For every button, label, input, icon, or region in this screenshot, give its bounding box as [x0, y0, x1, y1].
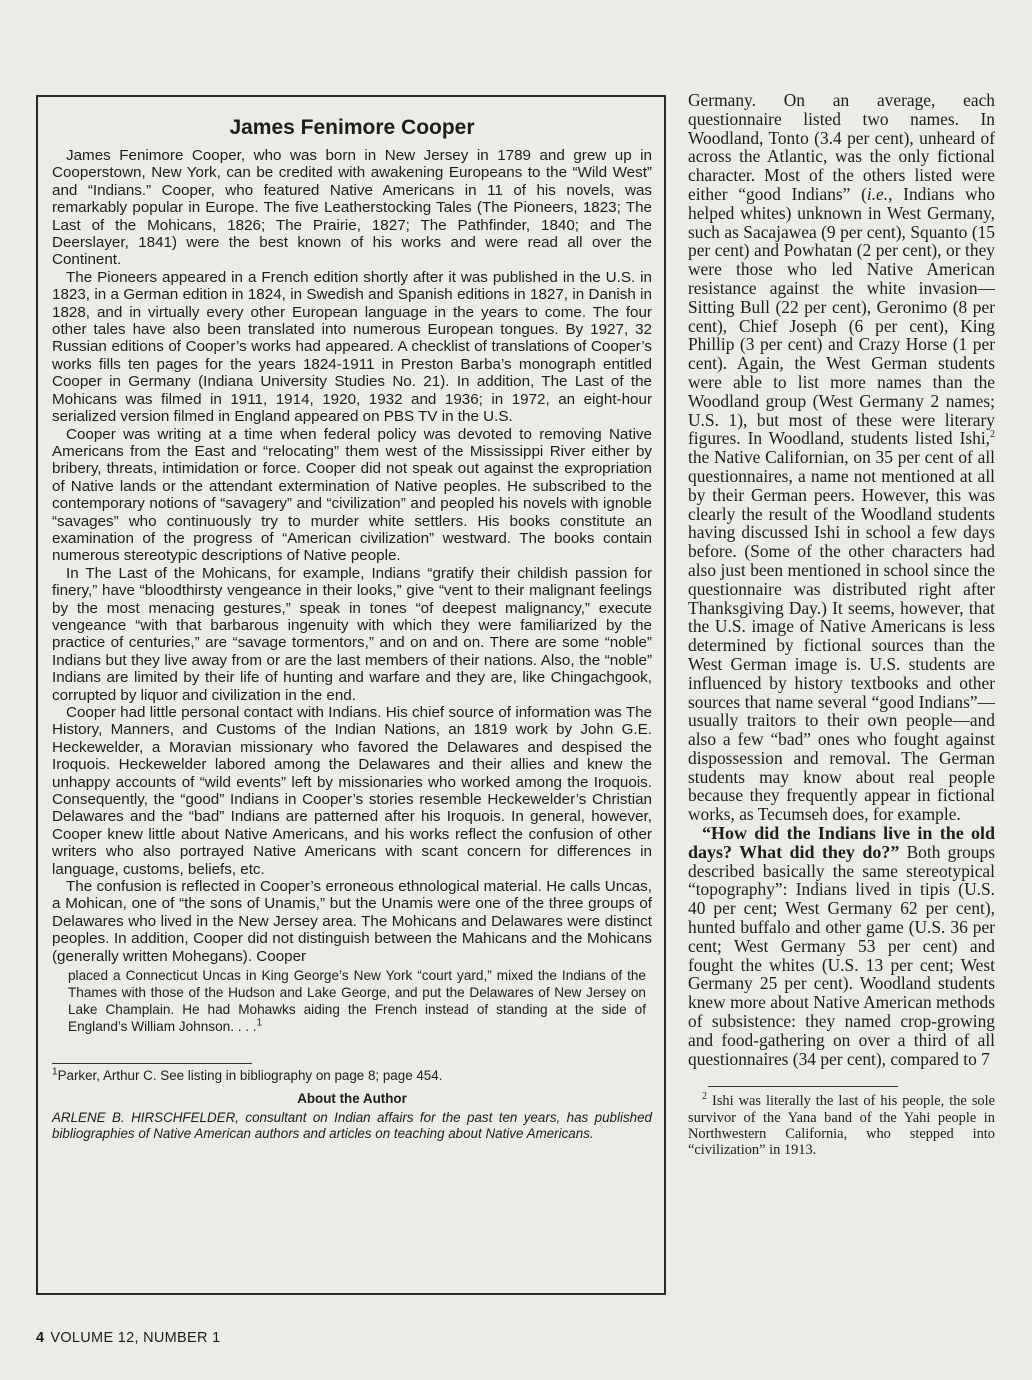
column-paragraph-2-text: Both groups described basically the same stereotypical “topography”: Indians lived in tipis (U.S. 40 per cent; West Germany 62 per cent), hunted buffalo and other game (U.S. 36 per cent; West Germany 53 per cent) and fought the whites (U.S. 13 per cent; West Germany 25 per cent). Woodland students knew more about Native American methods of subsistence: they named crop-growing and food-gathering on over a third of all questionnaires (34 per cent), compared to 7 — [688, 841, 995, 1069]
footnote-ref-2: 2 — [990, 429, 995, 441]
about-author-text: ARLENE B. HIRSCHFELDER, consultant on Indian affairs for the past ten years, has published bibliographies of Native American authors and articles on teaching about Native Americans. — [52, 1109, 652, 1142]
block-quote-text: placed a Connecticut Uncas in King George’s New York “court yard,” mixed the Indians of the Thames with those of the Hudson and Lake George, and put the Delawares of New Jersey on Lake Champlain. He had Mohawks aiding the French instead of standing at the side of England’s William Johnson. . . . — [68, 968, 646, 1035]
footnote-ref-1: 1 — [256, 1017, 263, 1029]
volume-label: VOLUME 12, NUMBER 1 — [50, 1330, 221, 1346]
column-paragraph-2 — [688, 824, 995, 1068]
footnote-1 — [52, 1068, 652, 1084]
sidebar-paragraph-1: James Fenimore Cooper, who was born in New Jersey in 1789 and grew up in Cooperstown, New York, can be credited with awakening Europeans to the “Wild West” and “Indians.” Cooper, who featured Native Americans in 11 of his novels, was remarkably popular in Europe. The five Leatherstocking Tales (The Pioneers, 1823; The Last of the Mohicans, 1826; The Prairie, 1827; The Pathfinder, 1840; and The Deerslayer, 1841) were the best known of his works and were read all over the Continent. — [52, 147, 652, 269]
footnote-divider — [52, 1063, 252, 1064]
sidebar-paragraph-2: The Pioneers appeared in a French edition shortly after it was published in the U.S. in 1823, in a German edition in 1824, in Swedish and Spanish editions in 1827, in Danish in 1828, and in virtually every other European language in the years to come. The four other tales have also been translated into numerous European tongues. By 1927, 32 Russian editions of Cooper’s works had appeared. A checklist of translations of Cooper’s works fills ten pages for the years 1824-1911 in Preston Barba’s monograph entitled Cooper in Germany (Indiana University Studies No. 21). In addition, The Last of the Mohicans was filmed in 1911, 1914, 1920, 1932 and 1936; in 1972, an eight-hour serialized version filmed in England appeared on PBS TV in the U.S. — [52, 268, 652, 426]
sidebar-title: James Fenimore Cooper — [229, 116, 475, 139]
cooper-sidebar-box — [36, 95, 666, 1295]
column-footnote-divider — [708, 1086, 898, 1087]
sidebar-paragraph-4: In The Last of the Mohicans, for example, Indians “gratify their childish passion for finery,” have “bloodthirsty vengeance in their looks,” give “vent to their malignant feelings by the most menacing gestures,” speak in tones “of deepest malignancy,” execute vengeance “with that barbarous ingenuity with which they were familiarized by the practice of centuries,” are “savage tormentors,” and on and on. There are some “noble” Indians but they live away from or are the last members of their nations. Also, the “noble” Indians are limited by their life of hunting and warfare and they are, like Chingachgook, corrupted by liquor and civilization in the end. — [52, 564, 652, 704]
column-text-a: Germany. On an average, each questionnaire listed two names. In Woodland, Tonto (3.4 per cent), unheard of across the Atlantic, was the only fictional character. Most of the others listed were either “good Indians” ( — [688, 90, 995, 204]
footnote-1-text: Parker, Arthur C. See listing in bibliography on page 8; page 454. — [57, 1068, 443, 1084]
footnote-2 — [688, 1093, 995, 1158]
sidebar-paragraph-5: Cooper had little personal contact with Indians. His chief source of information was The History, Manners, and Customs of the Indian Nations, an 1819 work by John G.E. Heckewelder, a Moravian missionary who favored the Delawares and despised the Iroquois. Heckewelder labored among the Delawares and their allies and knew the unhappy accounts of “wild events” left by missionaries who worked among the Iroquois. Consequently, the “good” Indians in Cooper’s stories resemble Heckewelder’s Christian Delawares and the “bad” Indians are patterned after his Iroquois. In general, however, Cooper knew little about Native Americans, and his works reflect the confusion of other writers who also portrayed Native Americans with scant concern for differences in language, customs, beliefs, etc. — [52, 704, 652, 878]
question-heading: “How did the Indians live in the old days? What did they do?” — [688, 823, 995, 862]
footnote-2-mark: 2 — [702, 1091, 707, 1103]
column-text-c: the Native Californian, on 35 per cent of all questionnaires, a name not mentioned at all by their German peers. However, this was clearly the result of the Woodland students having discussed Ishi in school a few days before. (Some of the other characters had also just been mentioned in school since the questionnaire was distributed right after Thanksgiving Day.) It seems, however, that the U.S. image of Native Americans is less determined by fictional sources than the West German image is. U.S. students are influenced by history textbooks and other sources that name several “good Indians”—usually traitors to their own people—and also a few “bad” ones who fought against dispossession and removal. The German students may know about real people because they frequently appear in fictional works, as Tecumseh does, for example. — [688, 447, 995, 825]
column-text-b: Indians who helped whites) unknown in West Germany, such as Sacajawea (9 per cent), Squanto (15 per cent) and Powhatan (2 per cent), or they were those who led Native American resistance against the white invasion—Sitting Bull (22 per cent), Geronimo (8 per cent), Chief Joseph (6 per cent), King Phillip (3 per cent) and Crazy Horse (1 per cent). Again, the West German students were able to list more names than the Woodland group (West Germany 2 names; U.S. 1), but most of these were literary figures. In Woodland, students listed Ishi, — [688, 183, 995, 449]
block-quote — [68, 967, 646, 1035]
about-author-heading: About the Author — [297, 1091, 407, 1107]
article-column — [688, 91, 995, 1158]
footnote-1-mark: 1 — [52, 1066, 58, 1078]
column-text-ie: i.e., — [866, 183, 893, 204]
sidebar-paragraph-6: The confusion is reflected in Cooper’s erroneous ethnological material. He calls Uncas, a Mohican, one of “the sons of Unamis,” but the Unamis were one of the three groups of Delawares who lived in the New Jersey area. The Mohicans and Delawares were distinct peoples. In addition, Cooper did not distinguish between the Mahicans and the Mohicans (generally written Mohegans). Cooper — [52, 878, 652, 965]
page-number: 4 — [36, 1330, 45, 1346]
footnote-2-text: Ishi was literally the last of his people, the sole survivor of the Yana band of the Yahi people in Northwestern California, who stepped into “civilization” in 1913. — [688, 1093, 995, 1159]
column-paragraph-1 — [688, 91, 995, 824]
sidebar-paragraph-3: Cooper was writing at a time when federal policy was devoted to removing Native Americans from the East and “relocating” them west of the Mississippi River either by bribery, threats, intimidation or force. Cooper did not speak out against the expropriation of Native lands or the attendant extermination of Native peoples. He subscribed to the contemporary notions of “savagery” and “civilization” and peopled his novels with ignoble “savages” who continuously try to murder white settlers. His books constitute an examination of the progress of “American civilization” westward. The books contain numerous stereotypic descriptions of Native people. — [52, 425, 652, 565]
page-folio — [36, 1330, 220, 1346]
